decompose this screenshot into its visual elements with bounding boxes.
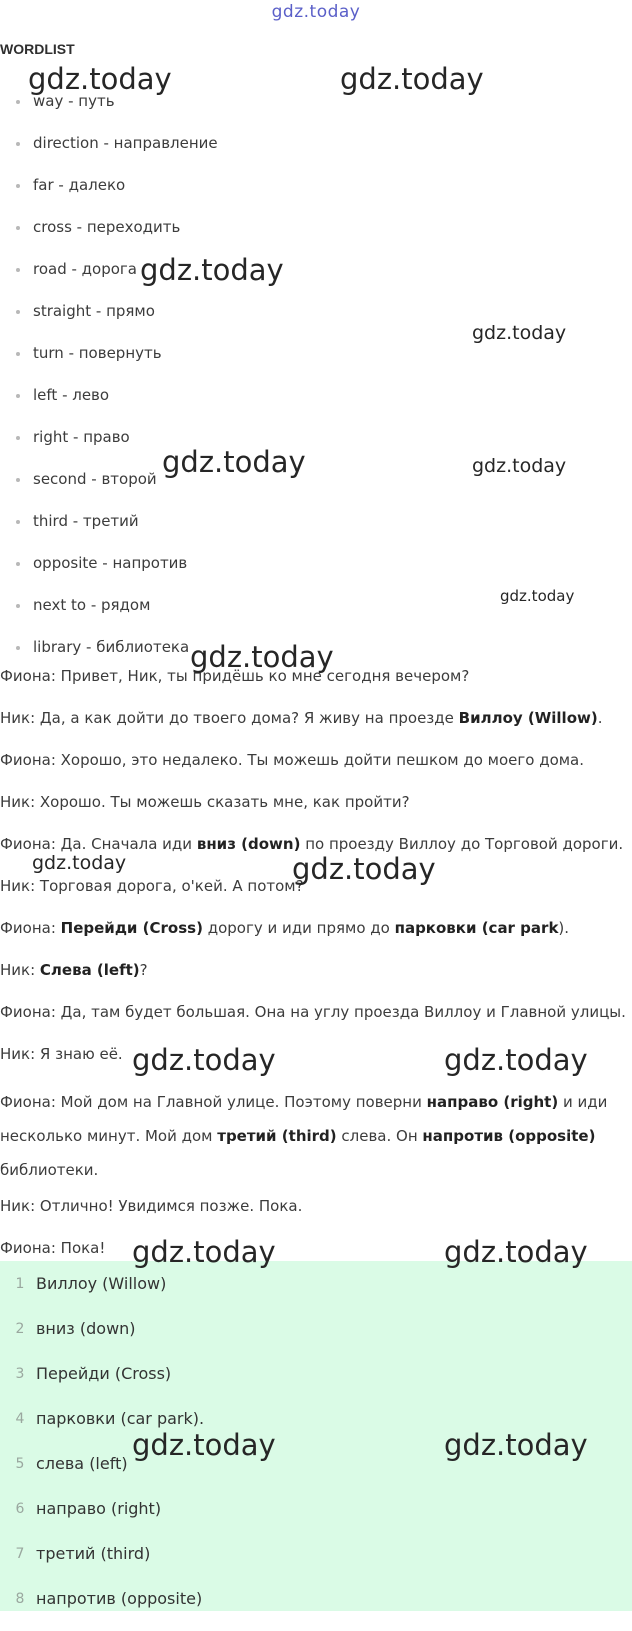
- answer-number: 1: [15, 1276, 25, 1292]
- wordlist-title: WORDLIST: [0, 41, 75, 57]
- dialogue: [0, 665, 630, 1279]
- wordlist-item: second - второй: [0, 466, 218, 508]
- dialogue-line: [0, 1195, 630, 1217]
- watermark: gdz.today: [444, 1043, 588, 1077]
- answer-item: [0, 1406, 632, 1451]
- dialogue-text: и иди несколько минут. Мой дом: [0, 1093, 608, 1145]
- answer-number: 2: [15, 1321, 25, 1337]
- dialogue-line: [0, 1237, 630, 1259]
- watermark: gdz.today: [162, 445, 306, 479]
- answer-number: 5: [15, 1456, 25, 1472]
- answer-highlight: третий (third): [217, 1127, 337, 1145]
- wordlist-item: turn - повернуть: [0, 340, 218, 382]
- wordlist-item: right - право: [0, 424, 218, 466]
- dialogue-line: [0, 1085, 630, 1187]
- wordlist-item: straight - прямо: [0, 298, 218, 340]
- watermark: gdz.today: [500, 587, 575, 605]
- wordlist-item: far - далеко: [0, 172, 218, 214]
- answer-text: направо (right): [36, 1499, 162, 1518]
- wordlist-item: third - третий: [0, 508, 218, 550]
- watermark: gdz.today: [28, 62, 172, 96]
- answer-highlight: Перейди (Cross): [60, 919, 203, 937]
- answer-text: Виллоу (Willow): [36, 1274, 167, 1293]
- dialogue-line: [0, 917, 630, 939]
- dialogue-text: дорогу и иди прямо до: [202, 919, 395, 937]
- dialogue-line: [0, 875, 630, 897]
- answer-number: 3: [15, 1366, 25, 1382]
- answer-item: [0, 1586, 632, 1631]
- dialogue-line: [0, 833, 630, 855]
- dialogue-text: библиотеки.: [0, 1161, 99, 1179]
- dialogue-line: [0, 959, 630, 981]
- wordlist-item: opposite - напротив: [0, 550, 218, 592]
- wordlist-item: cross - переходить: [0, 214, 218, 256]
- dialogue-text: Фиона: Да, там будет большая. Она на углу проезда Виллоу и Главной улицы.: [0, 1003, 626, 1021]
- wordlist-item: way - путь: [0, 88, 218, 130]
- answer-highlight: напротив (opposite): [422, 1127, 596, 1145]
- answer-highlight: направо (right): [426, 1093, 559, 1111]
- wordlist-item: left - лево: [0, 382, 218, 424]
- dialogue-text: Фиона: Привет, Ник, ты придёшь ко мне сегодня вечером?: [0, 667, 470, 685]
- answer-number: 8: [15, 1591, 25, 1607]
- dialogue-text: Ник: Хорошо. Ты можешь сказать мне, как пройти?: [0, 793, 410, 811]
- answer-item: [0, 1496, 632, 1541]
- site-logo[interactable]: gdz.today: [271, 2, 361, 22]
- dialogue-text: Ник: Да, а как дойти до твоего дома? Я живу на проезде: [0, 709, 459, 727]
- dialogue-line: [0, 749, 630, 771]
- watermark: gdz.today: [444, 1428, 588, 1462]
- dialogue-text: слева. Он: [336, 1127, 423, 1145]
- answer-item: [0, 1361, 632, 1406]
- watermark: gdz.today: [340, 62, 484, 96]
- watermark: gdz.today: [140, 253, 284, 287]
- dialogue-text: Фиона: Да. Сначала иди: [0, 835, 197, 853]
- watermark: gdz.today: [292, 852, 436, 886]
- watermark: gdz.today: [132, 1043, 276, 1077]
- watermark: gdz.today: [472, 455, 567, 477]
- wordlist: [0, 88, 218, 676]
- answer-text: третий (third): [36, 1544, 151, 1563]
- answer-number: 6: [15, 1501, 25, 1517]
- answer-item: [0, 1316, 632, 1361]
- answer-box: [0, 1261, 632, 1611]
- watermark: gdz.today: [472, 322, 567, 344]
- dialogue-line: [0, 707, 630, 729]
- dialogue-line: [0, 665, 630, 687]
- answer-highlight: Виллоу (Willow): [458, 709, 598, 727]
- dialogue-text: Фиона:: [0, 919, 61, 937]
- answer-text: Перейди (Cross): [36, 1364, 172, 1383]
- answer-item: [0, 1271, 632, 1316]
- answer-number: 7: [15, 1546, 25, 1562]
- wordlist-item: next to - рядом: [0, 592, 218, 634]
- dialogue-line: [0, 791, 630, 813]
- watermark: gdz.today: [132, 1235, 276, 1269]
- dialogue-text: Ник: Отлично! Увидимся позже. Пока.: [0, 1197, 303, 1215]
- wordlist-item: library - библиотека: [0, 634, 218, 676]
- answer-text: слева (left): [36, 1454, 128, 1473]
- answer-text: парковки (car park).: [36, 1409, 205, 1428]
- dialogue-text: Ник: Торговая дорога, о'кей. А потом?: [0, 877, 304, 895]
- wordlist-item: road - дорога: [0, 256, 218, 298]
- dialogue-text: Фиона: Мой дом на Главной улице. Поэтому поверни: [0, 1093, 427, 1111]
- wordlist-item: direction - направление: [0, 130, 218, 172]
- dialogue-text: по проезду Виллоу до Торговой дороги.: [300, 835, 624, 853]
- dialogue-text: ).: [558, 919, 570, 937]
- watermark: gdz.today: [444, 1235, 588, 1269]
- answer-item: [0, 1451, 632, 1496]
- answer-highlight: Слева (left): [39, 961, 140, 979]
- dialogue-text: Ник: Я знаю её.: [0, 1045, 123, 1063]
- answer-text: напротив (opposite): [36, 1589, 203, 1608]
- dialogue-text: .: [597, 709, 603, 727]
- answer-number: 4: [15, 1411, 25, 1427]
- watermark: gdz.today: [32, 852, 127, 874]
- answer-text: вниз (down): [36, 1319, 136, 1338]
- dialogue-line: [0, 1043, 630, 1065]
- dialogue-text: Ник:: [0, 961, 40, 979]
- dialogue-text: Фиона: Пока!: [0, 1239, 106, 1257]
- watermark: gdz.today: [132, 1428, 276, 1462]
- watermark: gdz.today: [190, 640, 334, 674]
- answer-highlight: вниз (down): [196, 835, 301, 853]
- answer-highlight: парковки (car park: [394, 919, 559, 937]
- dialogue-text: ?: [139, 961, 148, 979]
- answer-list: [0, 1261, 632, 1631]
- dialogue-line: [0, 1001, 630, 1023]
- dialogue-text: Фиона: Хорошо, это недалеко. Ты можешь дойти пешком до моего дома.: [0, 751, 585, 769]
- answer-item: [0, 1541, 632, 1586]
